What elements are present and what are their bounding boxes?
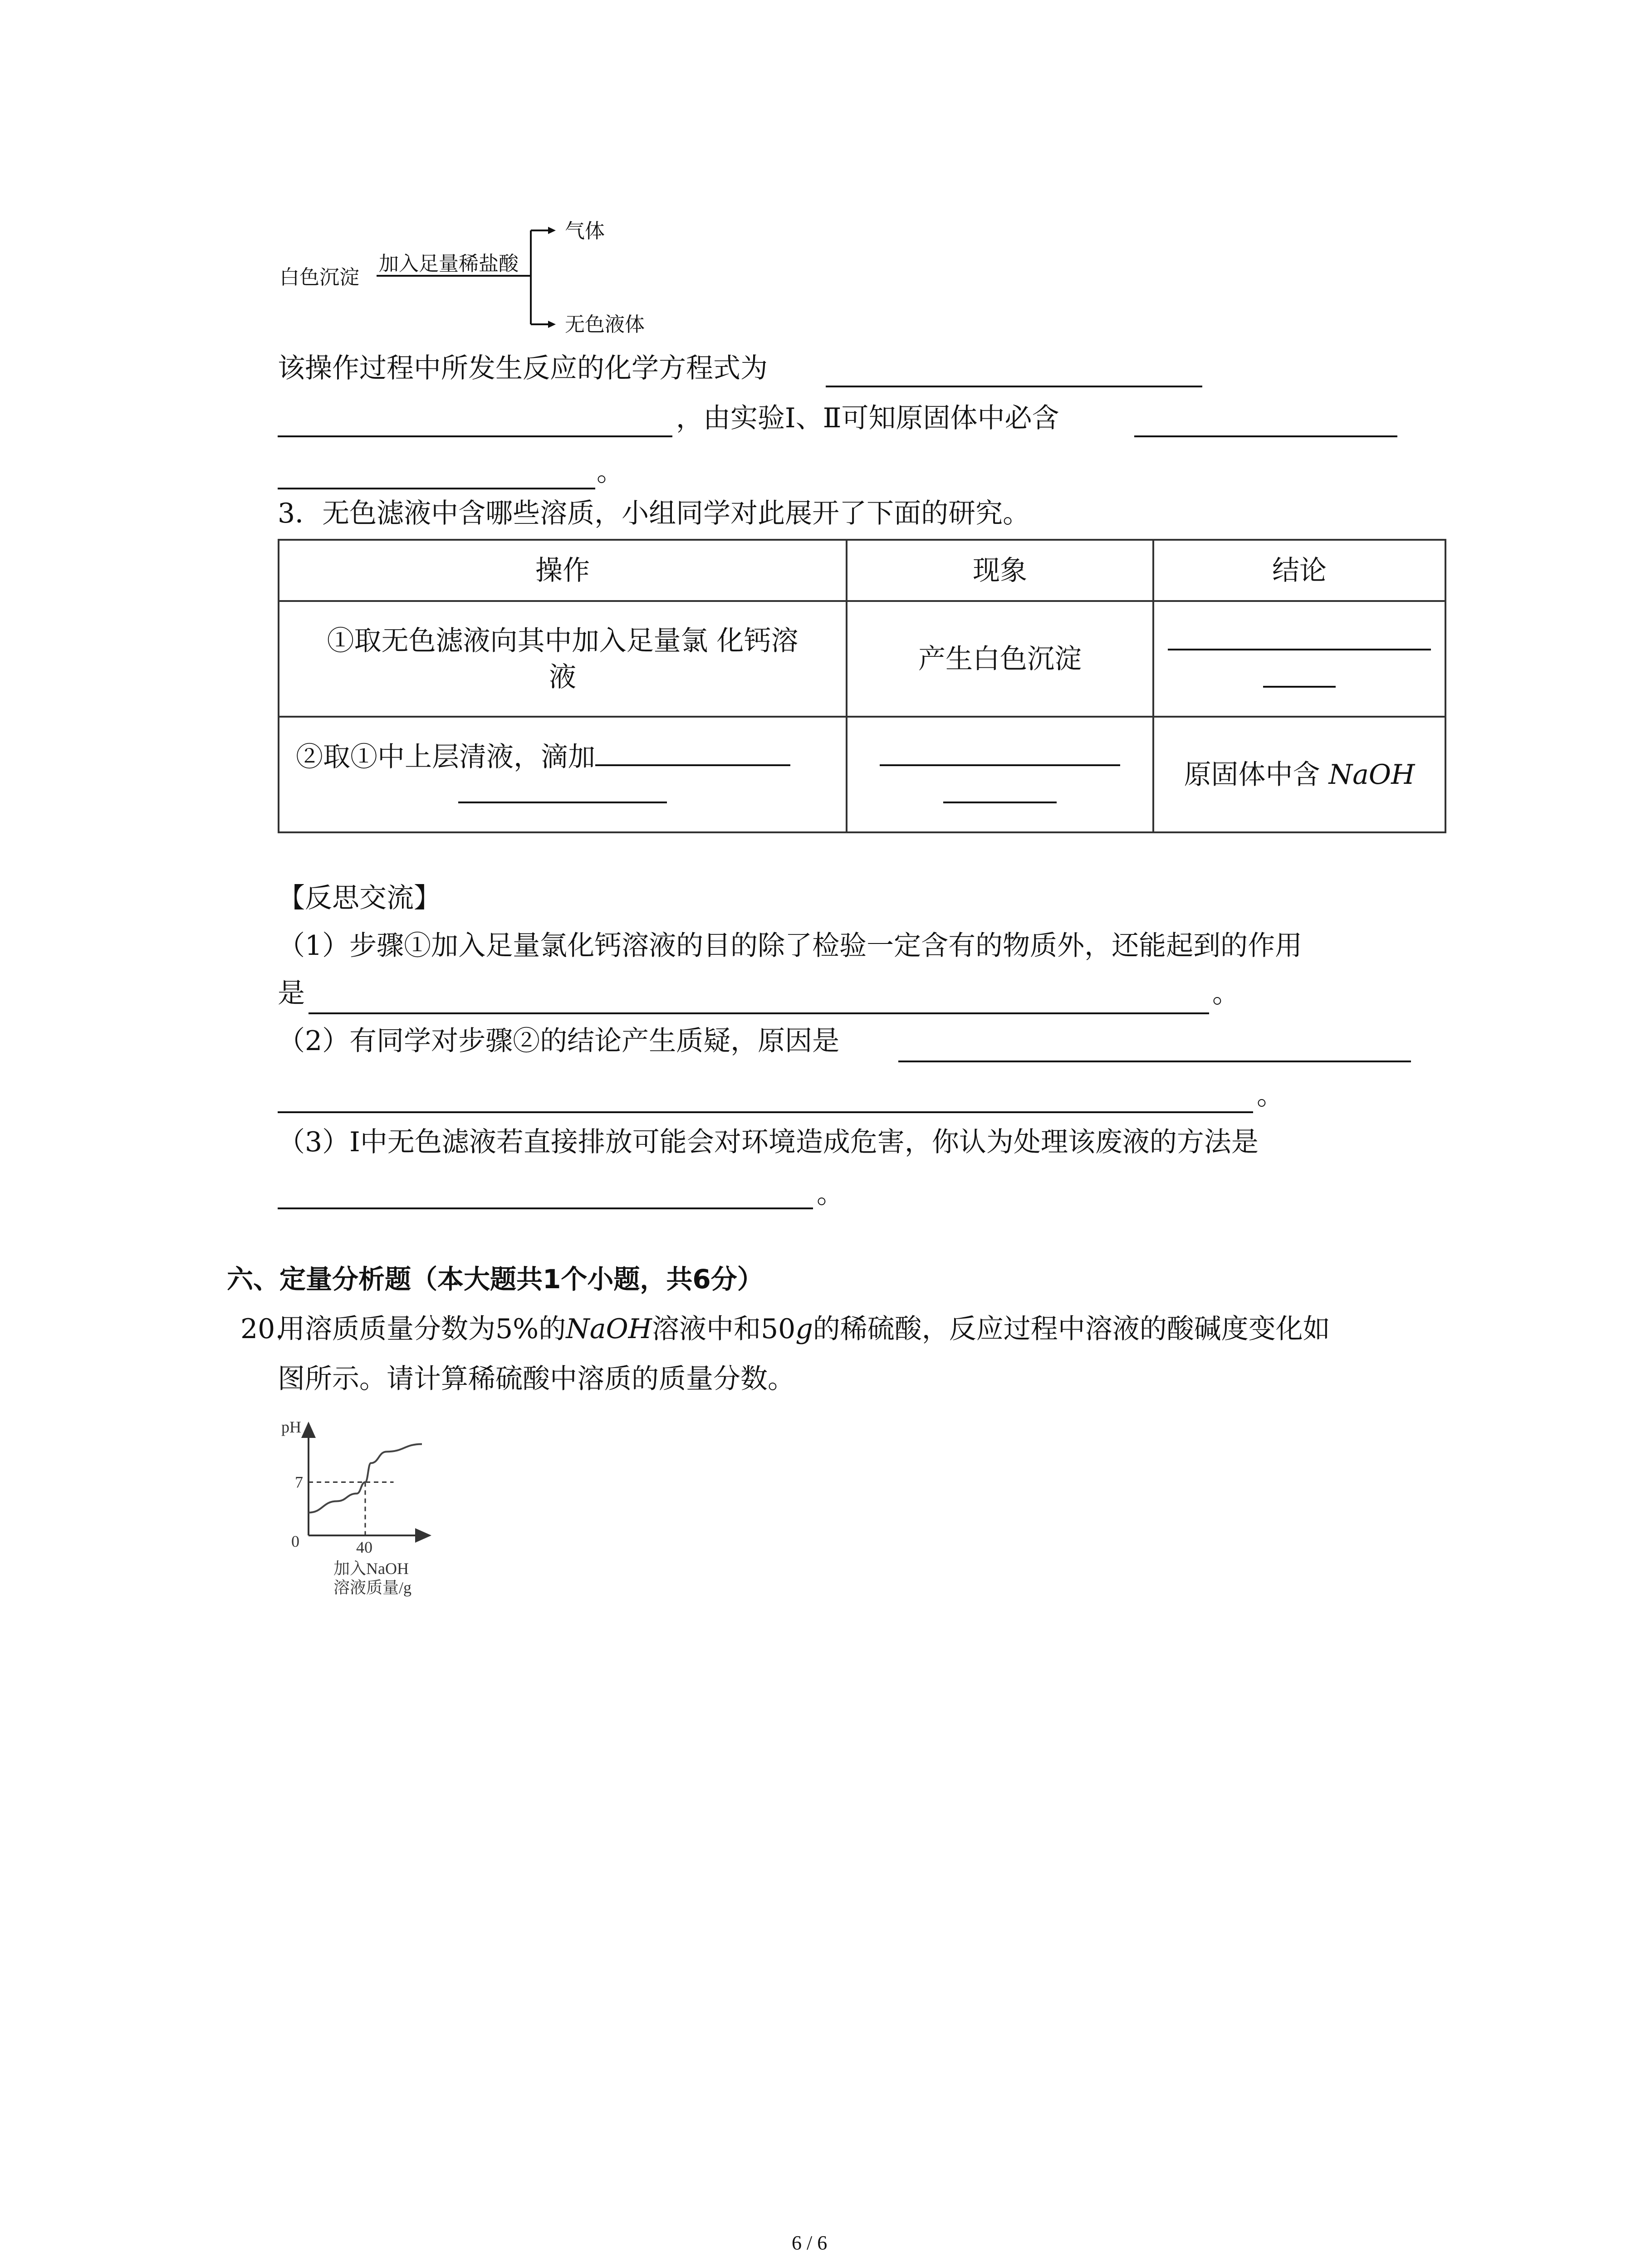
reflection-item1-b: 是 <box>278 978 305 1009</box>
row1-phenomenon: 产生白色沉淀 <box>847 601 1153 717</box>
reflection-item2-end: 。 <box>1257 1080 1284 1111</box>
q2-line2: ，由实验Ⅰ、Ⅱ可知原固体中必含 <box>676 402 1059 434</box>
q2-blank-4[interactable] <box>278 488 595 489</box>
q20-text-a3: 的 <box>539 1313 566 1345</box>
reflection-item2-blank-1[interactable] <box>898 1061 1411 1062</box>
header-phenomenon: 现象 <box>847 540 1153 601</box>
row1-conclusion-blank[interactable] <box>1153 601 1445 717</box>
q2-blank-3[interactable] <box>1134 435 1397 437</box>
flow-arrow-label: 加入足量稀盐酸 <box>379 252 519 275</box>
reflection-item3: （3）Ⅰ中无色滤液若直接排放可能会对环境造成危害，你认为处理该废液的方法是 <box>278 1126 1259 1158</box>
reflection-item2-blank-2[interactable] <box>278 1111 1253 1113</box>
y-axis-label: pH <box>281 1418 301 1436</box>
row2-operation <box>279 717 847 832</box>
flow-out-liquid: 无色液体 <box>565 313 645 336</box>
q20-line2: 图所示。请计算稀硫酸中溶质的质量分数。 <box>278 1363 795 1395</box>
reflection-title: 【反思交流】 <box>278 882 441 914</box>
page-number: 6 / 6 <box>792 2232 828 2254</box>
header-conclusion: 结论 <box>1153 540 1445 601</box>
row2-concl-text: 原固体中含 <box>1184 758 1320 791</box>
section6-heading: 六、定量分析题（本大题共1个小题，共6分） <box>227 1264 764 1295</box>
origin-label: 0 <box>291 1532 299 1550</box>
row2-op-blank-2[interactable] <box>458 775 667 803</box>
x-axis-label-line1: 加入NaOH <box>333 1559 409 1578</box>
reflection-item3-end: 。 <box>817 1178 844 1210</box>
row2-phenomenon-blank[interactable] <box>847 717 1153 832</box>
q20-naoh: NaOH <box>566 1313 652 1345</box>
x-axis-label-line2: 溶液质量/g <box>333 1579 412 1597</box>
q2-line3-end: 。 <box>597 456 624 488</box>
q20-line1 <box>278 1311 1330 1347</box>
q2-blank-2[interactable] <box>278 435 672 437</box>
flow-start: 白色沉淀 <box>279 266 359 289</box>
reflection-item1-a: （1）步骤①加入足量氯化钙溶液的目的除了检验一定含有的物质外，还能起到的作用 <box>278 930 1303 962</box>
q20-percent: 5% <box>495 1313 539 1345</box>
q20-mass: 50 <box>760 1313 796 1345</box>
row1-op-line1: ①取无色滤液向其中加入足量氯 化钙溶 <box>327 625 798 657</box>
q2-blank-1[interactable] <box>826 386 1202 387</box>
reflection-item2: （2）有同学对步骤②的结论产生质疑，原因是 <box>278 1025 840 1057</box>
q20-number: 20. <box>240 1313 284 1345</box>
row2-op-text: ②取①中上层清液，滴加 <box>296 741 595 773</box>
row1-operation <box>279 601 847 717</box>
header-operation: 操作 <box>279 540 847 601</box>
row2-conclusion <box>1153 717 1445 832</box>
q20-unit: g <box>795 1313 813 1345</box>
q20-text-a1: 用溶质质量分数为 <box>278 1313 495 1345</box>
reflection-item1-blank[interactable] <box>309 1012 1209 1014</box>
q3-intro: 3．无色滤液中含哪些溶质，小组同学对此展开了下面的研究。 <box>278 498 1030 529</box>
row1-op-line2: 液 <box>549 661 576 693</box>
q20-text-a8: 的稀硫酸，反应过程中溶液的酸碱度变化如 <box>813 1313 1330 1345</box>
q20-text-a5: 溶液中和 <box>652 1313 761 1345</box>
reflection-item3-blank[interactable] <box>278 1207 813 1209</box>
x-tick-40: 40 <box>356 1538 372 1556</box>
flow-arrows <box>377 222 567 336</box>
q2-line1: 该操作过程中所发生反应的化学方程式为 <box>278 352 768 384</box>
flow-out-gas: 气体 <box>565 220 605 243</box>
reflection-item1-end: 。 <box>1212 978 1239 1009</box>
experiment-table <box>278 539 1446 833</box>
row2-concl-naoh: NaOH <box>1328 758 1415 791</box>
y-tick-7: 7 <box>295 1473 303 1491</box>
ph-chart <box>268 1411 458 1601</box>
row2-op-blank-1[interactable] <box>595 738 790 766</box>
